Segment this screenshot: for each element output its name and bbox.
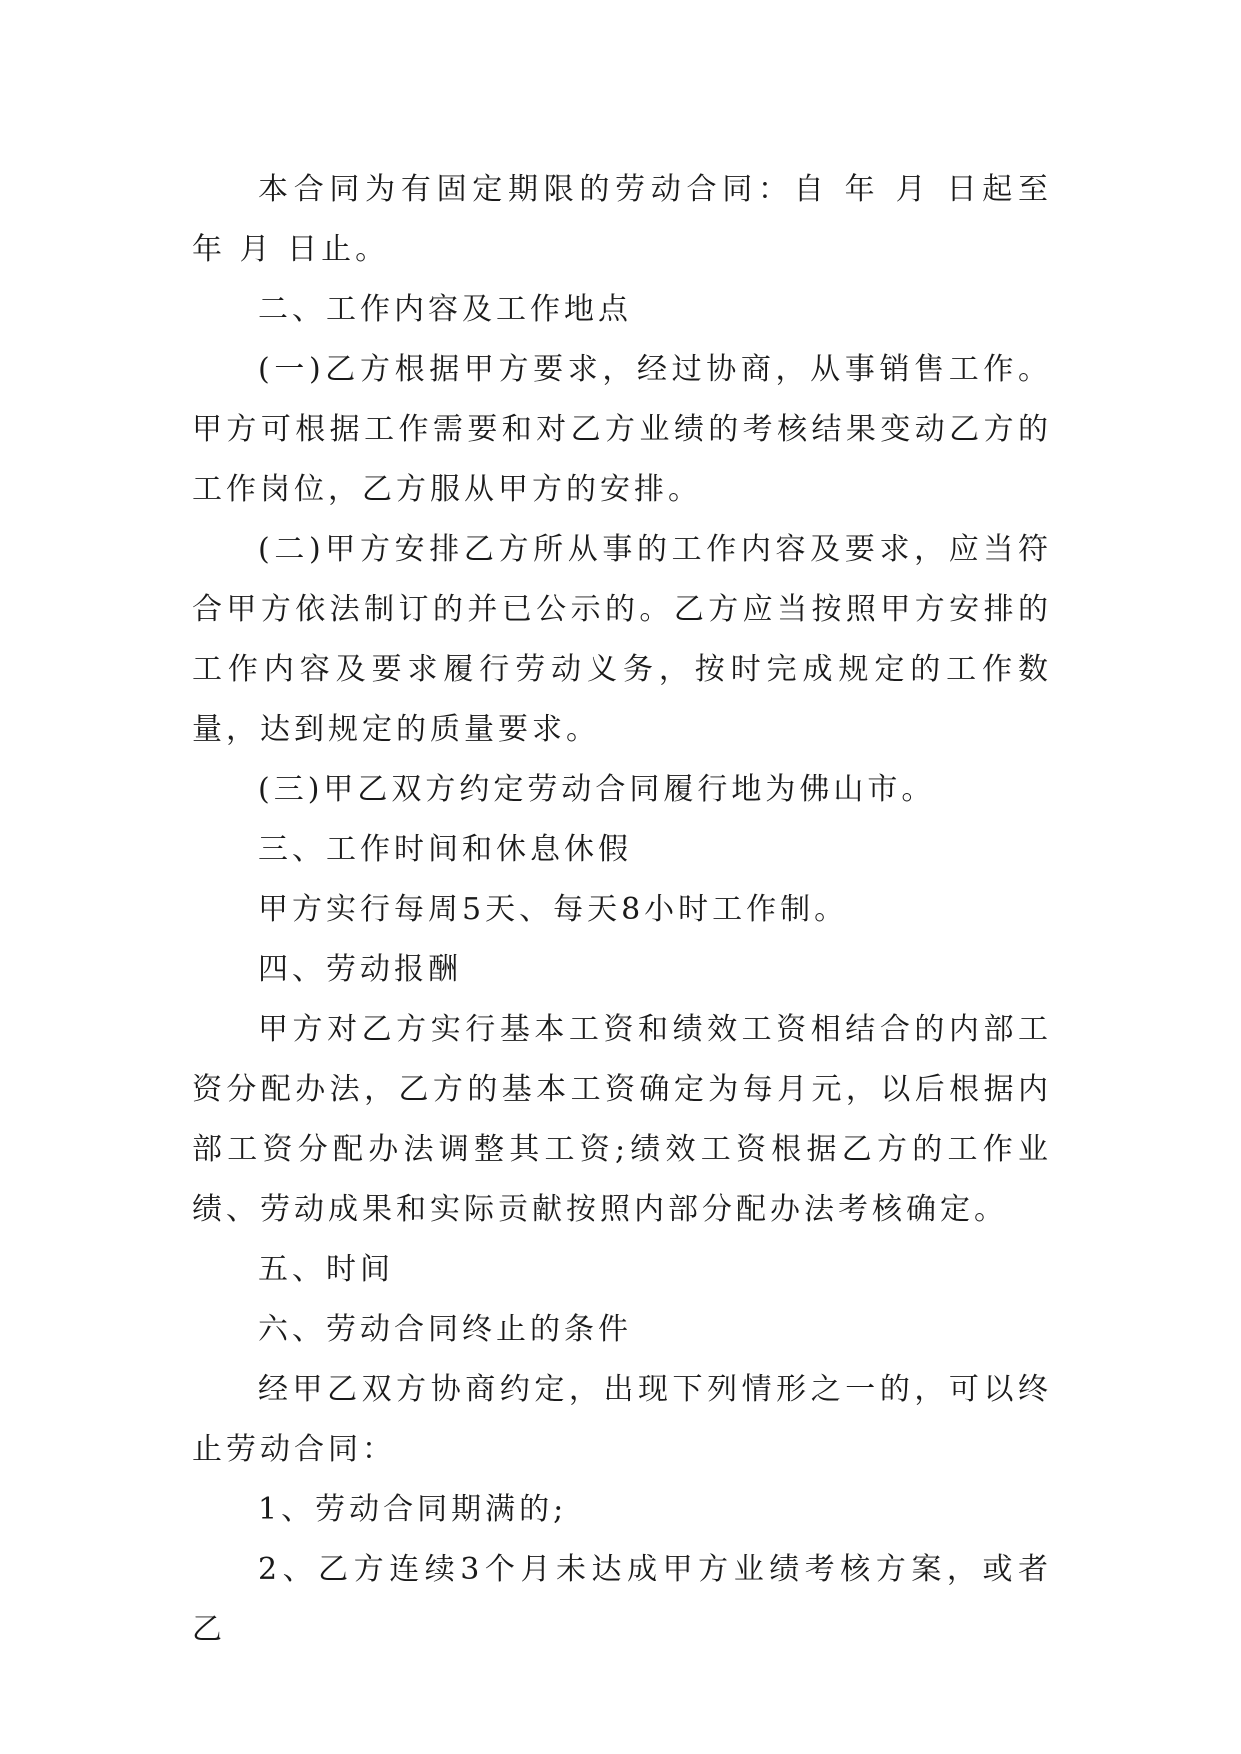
paragraph-item-1: (一)乙方根据甲方要求，经过协商，从事销售工作。甲方可根据工作需要和对乙方业绩的考核结果变动乙方的工作岗位，乙方服从甲方的安排。 [192,352,1052,507]
document-body [192,160,1052,1660]
paragraph-termination-intro: 经甲乙双方协商约定，出现下列情形之一的，可以终止劳动合同： [192,1372,1052,1467]
paragraph-item-2: (二)甲方安排乙方所从事的工作内容及要求，应当符合甲方依法制订的并已公示的。乙方应当按照甲方安排的工作内容及要求履行劳动义务，按时完成规定的工作数量，达到规定的质量要求。 [192,532,1052,747]
heading-termination-conditions: 六、劳动合同终止的条件 [258,1312,632,1347]
heading-remuneration: 四、劳动报酬 [258,952,462,987]
paragraph-item-3: (三)甲乙双方约定劳动合同履行地为佛山市。 [258,772,936,807]
heading-time: 五、时间 [258,1252,394,1287]
list-item-1: 1、劳动合同期满的; [258,1492,568,1527]
list-item-2: 2、乙方连续3个月未达成甲方业绩考核方案，或者乙 [192,1552,1052,1647]
paragraph-contract-term: 本合同为有固定期限的劳动合同：自 年 月 日起至 年 月 日止。 [192,172,1052,267]
paragraph-remuneration: 甲方对乙方实行基本工资和绩效工资相结合的内部工资分配办法，乙方的基本工资确定为每月元，以后根据内部工资分配办法调整其工资;绩效工资根据乙方的工作业绩、劳动成果和实际贡献按照内部分配办法考核确定。 [192,1012,1052,1227]
heading-work-hours: 三、工作时间和休息休假 [258,832,632,867]
heading-work-content-location: 二、工作内容及工作地点 [258,292,632,327]
paragraph-work-schedule: 甲方实行每周5天、每天8小时工作制。 [258,892,849,927]
